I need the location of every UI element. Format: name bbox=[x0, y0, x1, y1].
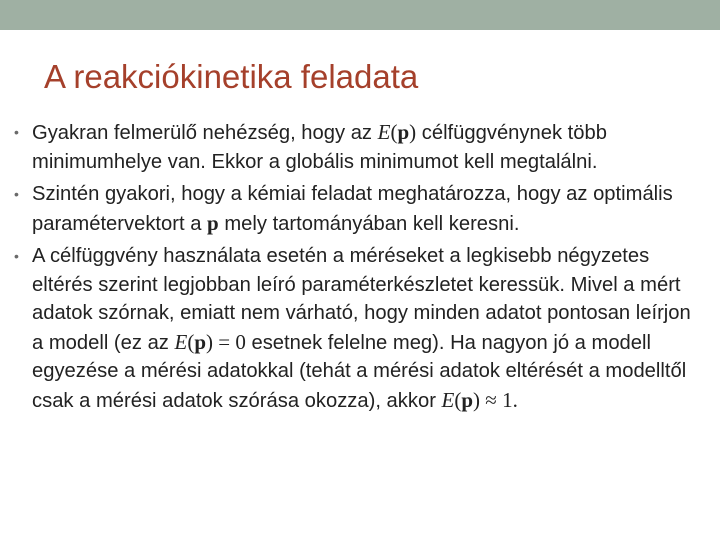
bullet-2-math: p bbox=[207, 210, 219, 235]
bullet-2-text-before: Szintén gyakori, hogy a kémiai feladat meghatározza, hogy az optimális paramétervektort a bbox=[32, 183, 673, 235]
bullet-1-math: E(p) bbox=[377, 120, 417, 144]
bullet-3-math-2: E(p) ≈ 1. bbox=[441, 387, 518, 412]
bullet-1-text-after: célfüggvénynek több minimumhelye van. Ekkor a globális minimumot kell megtalálni. bbox=[32, 122, 607, 173]
bullet-marker: • bbox=[14, 186, 19, 202]
top-decorative-bar bbox=[0, 0, 720, 30]
bullet-3-text-before: A célfüggvény használata esetén a méréseket a legkisebb négyzetes eltérés szerint legjobban leíró paraméterkészletet keressük. Mivel a mért adatok szórnak, emiatt nem várható, hogy minden adatot pontosan leírjon a modell (ez az bbox=[32, 245, 691, 354]
bullet-2-text-after: mely tartományában kell keresni. bbox=[218, 212, 520, 235]
bullet-marker: • bbox=[14, 124, 19, 140]
bullet-1-text-before: Gyakran felmerülő nehézség, hogy az bbox=[32, 122, 378, 144]
bullet-item-2 bbox=[14, 180, 704, 238]
bullet-3-text-middle: esetnek felelne meg). Ha nagyon jó a modell egyezése a mérési adatokkal (tehát a mérési adatok eltérését a modelltől csak a mérési adatok szórása okozza), akkor bbox=[32, 331, 687, 412]
bullet-item-3 bbox=[14, 242, 704, 415]
bullet-marker: • bbox=[14, 248, 19, 264]
bullet-item-1 bbox=[14, 118, 704, 176]
bullet-3-math-1: E(p) = 0 bbox=[174, 329, 246, 354]
slide-title: A reakciókinetika feladata bbox=[44, 58, 419, 95]
bullet-list bbox=[14, 118, 704, 419]
